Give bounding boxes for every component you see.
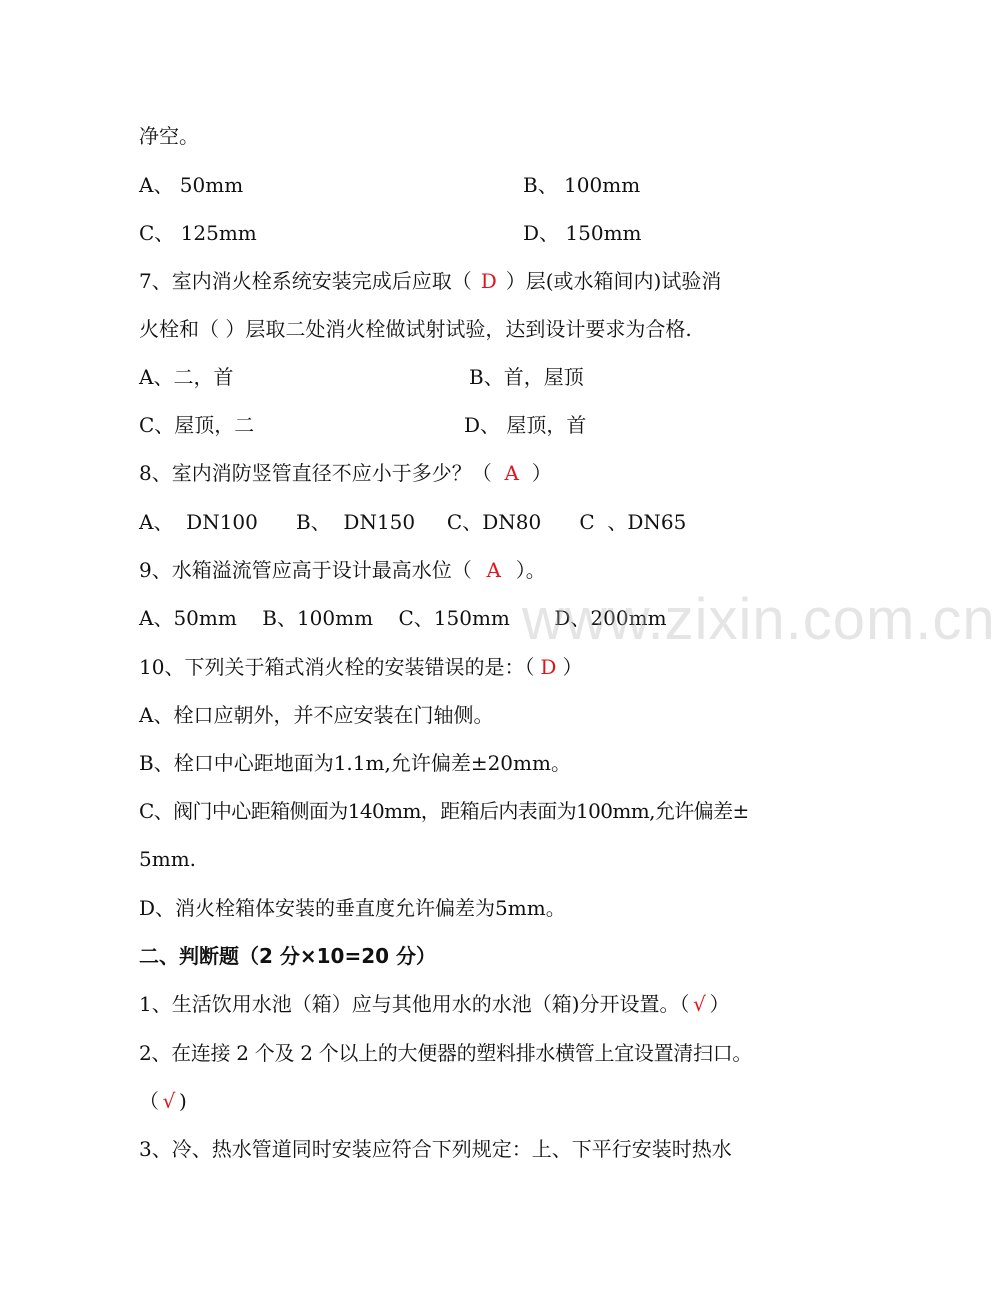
judgment-2-answer-line — [139, 1087, 187, 1115]
q8-options: A、 DN100 B、 DN150 C、DN80 C 、DN65 — [139, 510, 687, 534]
q10-answer: D — [540, 655, 557, 679]
q7-option-b: B、首，屋顶 — [469, 365, 584, 389]
q10-text: 10、下列关于箱式消火栓的安装错误的是：（ — [139, 655, 535, 679]
q7-answer: D — [480, 269, 497, 293]
q6-option-a: A、 50mm — [139, 173, 244, 197]
q7-text-end: ）层(或水箱间内)试验消 — [505, 269, 722, 293]
text-line-continuation: 净空。 — [139, 124, 199, 148]
q10-text-end: ） — [562, 655, 583, 679]
question-9 — [139, 556, 546, 584]
q10-option-c: C、阀门中心距箱侧面为140mm，距箱后内表面为100mm,允许偏差± — [139, 799, 749, 823]
j2-close: ) — [179, 1089, 187, 1113]
j2-open: （ — [139, 1089, 159, 1113]
q10-option-b: B、栓口中心距地面为1.1m,允许偏差±20mm。 — [139, 751, 571, 775]
j2-answer: √ — [162, 1089, 176, 1113]
j1-text-end: ） — [709, 992, 730, 1016]
q9-answer: A — [486, 558, 501, 582]
q6-option-b: B、 100mm — [523, 173, 641, 197]
q8-answer: A — [504, 461, 519, 485]
judgment-1 — [139, 990, 730, 1018]
q6-option-c: C、 125mm — [139, 221, 257, 245]
question-7 — [139, 267, 721, 295]
q6-option-d: D、 150mm — [523, 221, 642, 245]
question-8 — [139, 459, 552, 487]
q7-text-start: 7、室内消火栓系统安装完成后应取（ — [139, 269, 472, 293]
judgment-3: 3、冷、热水管道同时安装应符合下列规定：上、下平行安装时热水 — [139, 1137, 732, 1161]
q7-option-a: A、二，首 — [139, 365, 234, 389]
q7-option-c: C、屋顶，二 — [139, 413, 255, 437]
watermark: www.zixin.com.cn — [522, 587, 996, 652]
section-heading-judgment: 二、判断题（2 分×10=20 分） — [139, 944, 437, 968]
j1-answer: √ — [693, 992, 706, 1016]
q10-option-a: A、栓口应朝外，并不应安装在门轴侧。 — [139, 703, 494, 727]
q8-text-end: ） — [531, 461, 552, 485]
judgment-2: 2、在连接 2 个及 2 个以上的大便器的塑料排水横管上宜设置清扫口。 — [139, 1041, 753, 1065]
q7-option-d: D、 屋顶，首 — [464, 413, 587, 437]
q10-option-d: D、消火栓箱体安装的垂直度允许偏差为5mm。 — [139, 896, 566, 920]
q10-option-c-cont: 5mm. — [139, 847, 197, 871]
q9-text-end: ）。 — [515, 558, 546, 582]
question-7-line2: 火栓和（ ）层取二处消火栓做试射试验，达到设计要求为合格. — [139, 317, 692, 341]
j1-text: 1、生活饮用水池（箱）应与其他用水的水池（箱)分开设置。（ — [139, 992, 690, 1016]
question-10 — [139, 653, 582, 681]
q8-text: 8、室内消防竖管直径不应小于多少？（ — [139, 461, 492, 485]
q9-text: 9、水箱溢流管应高于设计最高水位（ — [139, 558, 472, 582]
q9-options: A、50mm B、100mm C、150mm D、200mm — [139, 606, 667, 630]
